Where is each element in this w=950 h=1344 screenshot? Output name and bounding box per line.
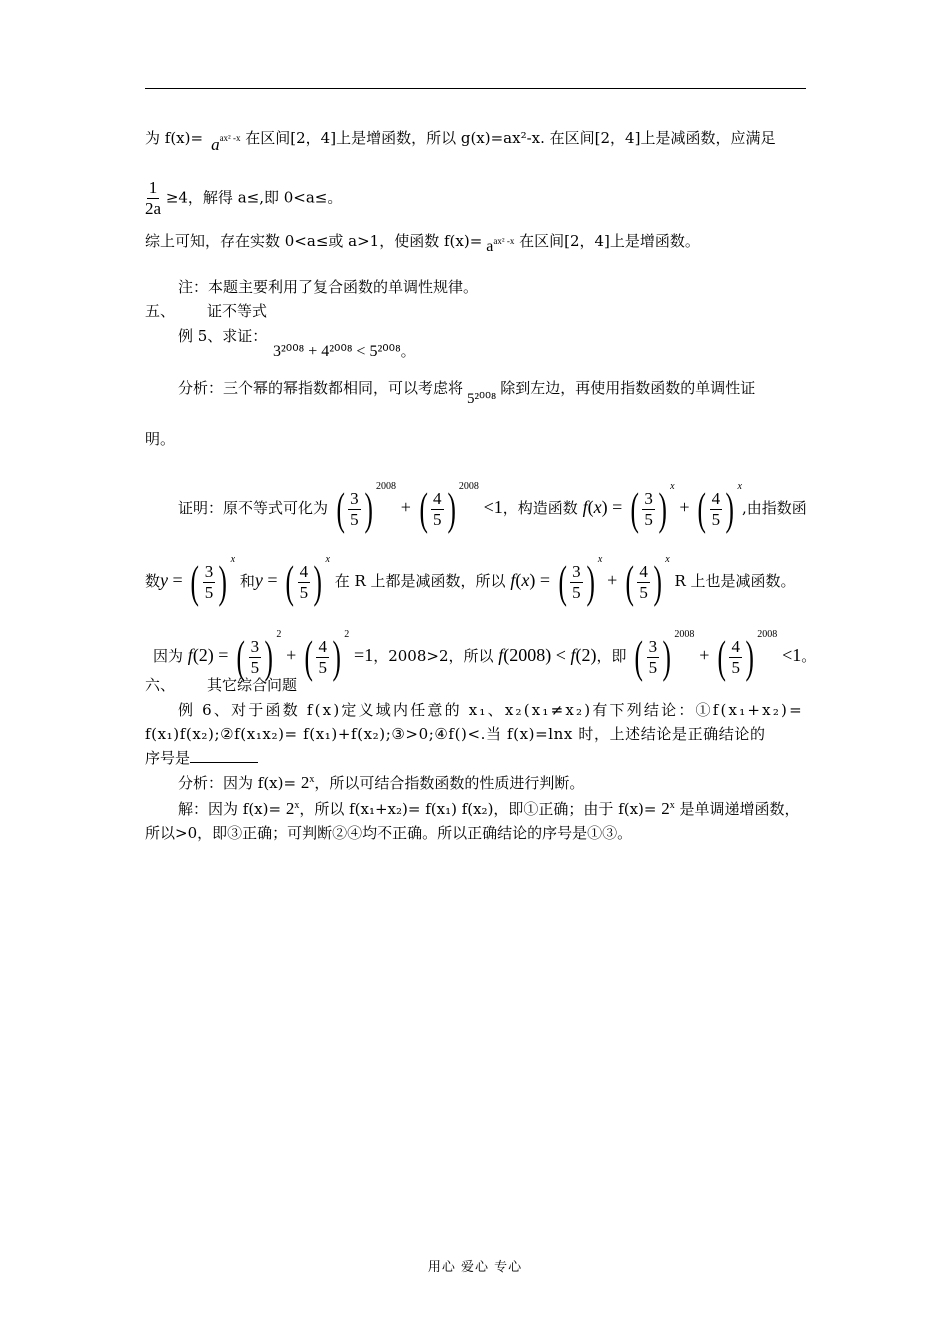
example-6-line-3: 序号是 <box>145 747 806 769</box>
example-5-expr: 3²⁰⁰⁸ + 4²⁰⁰⁸ < 5²⁰⁰⁸。 <box>273 342 416 360</box>
analysis-5: 分析：三个幂的幂指数都相同，可以考虑将5²⁰⁰⁸除到左边，再使用指数函数的单调性证 <box>178 379 756 407</box>
proof-line-1: 证明：原不等式可化为 ( $\frac{3}{5}$ ) $^{2008}$ + ( $\frac{4}{5}$ ) $^{2008}$ <1，构造函数 f(x) = ( $\frac{3}{5}$ ) $^x$ + ( $\frac{4}{5}$ ) $^x$,由指数函 <box>178 481 807 534</box>
proof-line-2: 数y = ( $\frac{3}{5}$ ) $^x$ 和y = ( $\frac{4}{5}$ ) $^x$ 在 R 上都是减函数，所以 f(x) = ( $\frac{3}{5}$ ) $^x$ + ( $\frac{4}{5}$ ) $^x$ R 上也是减函数。 <box>145 554 796 607</box>
note: 注：本题主要利用了复合函数的单调性规律。 <box>178 278 479 296</box>
example-6-line-1: 例 6、对于函数 f(x)定义域内任意的 x₁、x₂(x₁≠x₂)有下列结论：①f(x₁+x₂)= <box>178 701 804 719</box>
example-5: 例 5、求证： <box>178 327 268 345</box>
solution-6-line-1: 解：因为 $f(x)= 2^x$，所以 f(x₁+x₂)= f(x₁) f(x₂)，即①正确；由于 $f(x)= 2^x$ 是单调递增函数， <box>178 799 800 818</box>
section-5-heading: 五、 证不等式 <box>145 302 268 320</box>
analysis-5-cont: 明。 <box>145 430 176 448</box>
fraction: $\frac{1}{2a}$ <box>145 178 162 218</box>
paragraph-2: $\frac{1}{2a}$ ≥4，解得 a≤,即 0<a≤。 <box>145 178 343 218</box>
paragraph-3: 综上可知，存在实数 0<a≤或 a>1，使函数 f(x)= aax² -x 在区间[2，4]上是增函数。 <box>145 232 700 255</box>
answer-blank <box>190 748 258 763</box>
paragraph-1: 为 f(x)= aax² -x 在区间[2，4]上是增函数，所以 g(x)=ax²-x. 在区间[2，4]上是减函数，应满足 <box>145 129 776 154</box>
example-6-line-2: f(x₁)f(x₂);②f(x₁x₂)= f(x₁)+f(x₂);③>0;④f()<.当 f(x)=lnx 时，上述结论是正确结论的 <box>145 725 766 743</box>
page-footer: 用心 爱心 专心 <box>427 1260 523 1275</box>
analysis-6: 分析：因为 $f(x)= 2^x$，所以可结合指数函数的性质进行判断。 <box>178 773 585 792</box>
fraction-3-5: ( $\frac{3}{5}$ ) <box>336 483 373 534</box>
section-6-heading: 六、 其它综合问题 <box>145 676 298 694</box>
solution-6-line-2: 所以>0，即③正确；可判断②④均不正确。所以正确结论的序号是①③。 <box>145 824 633 842</box>
proof-line-3: 因为 f(2) = ( $\frac{3}{5}$ ) $^2$ + ( $\frac{4}{5}$ ) $^2$ =1，2008>2，所以 f(2008) < f(2)，即 ( $\frac{3}{5}$ ) $^{2008}$ + ( $\frac{4}{5}$ ) $^{2008}$ <1。 <box>153 629 817 682</box>
header-rule <box>145 88 806 89</box>
fraction-4-5: ( $\frac{4}{5}$ ) <box>419 483 456 534</box>
